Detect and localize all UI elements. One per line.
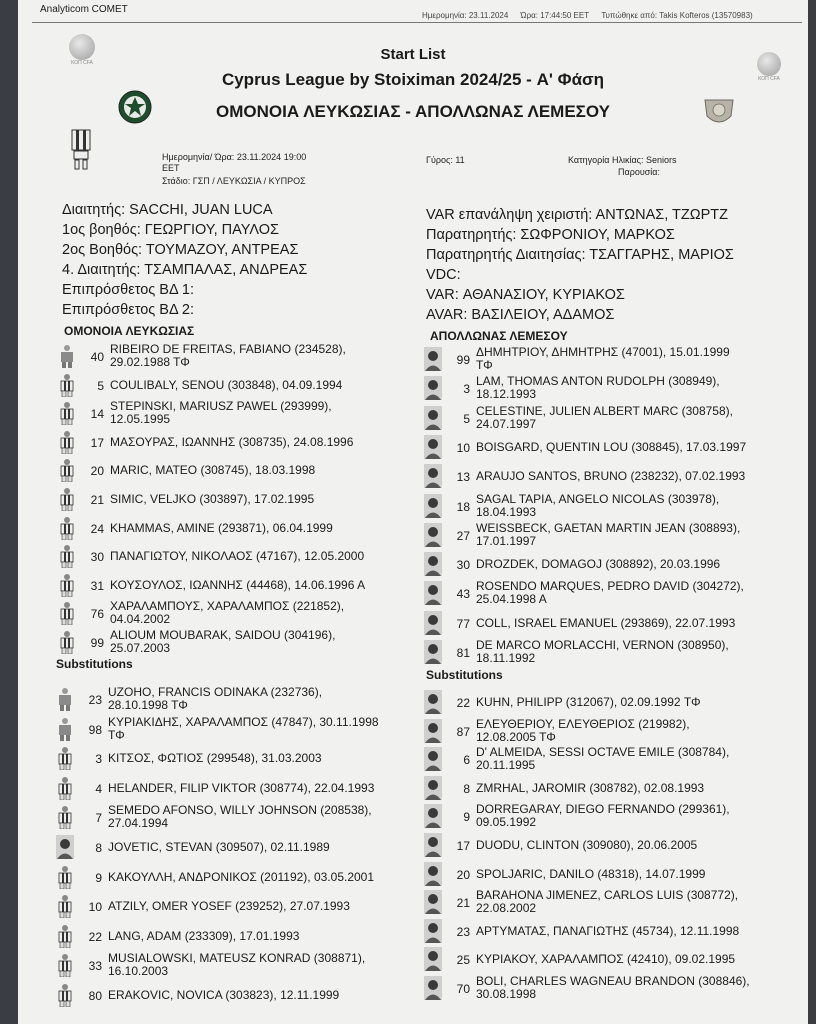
shirt-number: 23: [456, 924, 470, 939]
player-row: [424, 638, 784, 666]
player-row: [56, 744, 416, 772]
player-name-line: D' ALMEIDA, SESSI OCTAVE EMILE (308784),: [476, 745, 730, 760]
player-details: [476, 405, 776, 431]
player-dob-line: 18.12.1993: [476, 387, 537, 402]
player-row: [424, 609, 784, 637]
player-name-line: WEISSBECK, GAETAN MARTIN JEAN (308893),: [476, 520, 741, 535]
shirt-number: 18: [456, 499, 470, 514]
player-row: [424, 688, 784, 716]
player-name-line: SAGAL TAPIA, ANGELO NICOLAS (303978),: [476, 491, 720, 506]
goalkeeper-kit-icon: [56, 717, 74, 741]
player-name-line: MUSIALOWSKI, MATEUSZ KONRAD (308871),: [108, 951, 366, 966]
player-details: [108, 716, 408, 742]
player-details: [108, 686, 408, 712]
player-row: [424, 374, 784, 402]
player-dob-line: 18.11.1992: [476, 651, 536, 665]
player-photo-icon: [424, 640, 442, 664]
player-photo-icon: [424, 976, 442, 1000]
official-observer: Παρατηρητής: ΣΩΦΡΟΝΙΟΥ, ΜΑΡΚΟΣ: [426, 227, 675, 243]
official-vdc: VDC:: [426, 267, 461, 283]
player-name-line: BOISGARD, QUENTIN LOU (308845), 17.03.1997: [476, 439, 747, 454]
player-photo-icon: [424, 581, 442, 605]
player-row: [56, 922, 416, 950]
competition-title: Cyprus League by Stoiximan 2024/25 - Α' Φάση: [221, 70, 605, 89]
player-details: [110, 400, 410, 426]
shirt-number: 99: [90, 636, 104, 650]
officials-left: [62, 200, 307, 320]
striped-kit-icon: [58, 516, 76, 540]
player-row: [58, 571, 418, 599]
shirt-number: 17: [90, 435, 104, 450]
player-details: [110, 464, 410, 477]
player-details: [108, 989, 408, 1002]
player-details: [476, 470, 776, 483]
shirt-number: 3: [95, 752, 102, 767]
age-category: Κατηγορία Ηλικίας: Seniors: [568, 155, 677, 165]
player-row: [56, 833, 416, 861]
striped-kit-icon: [58, 401, 76, 425]
shirt-number: 99: [456, 353, 470, 367]
player-dob-line: 29.02.1988 ΤΦ: [110, 355, 190, 369]
player-name-line: ΠΑΝΑΓΙΩΤΟΥ, ΝΙΚΟΛΑΟΣ (47167), 12.05.2000: [110, 549, 365, 564]
striped-kit-icon: [56, 805, 74, 829]
player-details: [476, 617, 776, 630]
player-details: [476, 696, 776, 709]
player-row: [424, 802, 784, 830]
player-dob-line: 25.04.1998 Α: [476, 592, 547, 607]
player-dob-line: 18.04.1993: [476, 504, 537, 519]
player-name-line: ΔΗΜΗΤΡΙΟΥ, ΔΗΜΗΤΡΗΣ (47001), 15.01.1999: [476, 345, 730, 359]
player-name-line: ZMRHAL, JAROMIR (308782), 02.08.1993: [476, 780, 705, 795]
official-referee-observer: Παρατηρητής Διαιτησίας: ΤΣΑΓΓΑΡΗΣ, ΜΑΡΙΟΣ: [426, 247, 734, 263]
player-row: [424, 345, 784, 373]
player-photo-icon: [424, 611, 442, 635]
player-name-line: ΚΙΤΣΟΣ, ΦΩΤΙΟΣ (299548), 31.03.2003: [108, 751, 322, 766]
player-row: [58, 371, 418, 399]
shirt-number: 21: [90, 493, 104, 507]
player-row: [58, 542, 418, 570]
printed-by: Τυπώθηκε από: Takis Kofteros (13570983): [601, 11, 753, 20]
player-name-line: KHAMMAS, AMINE (293871), 06.04.1999: [110, 520, 333, 535]
player-row: [56, 951, 416, 979]
player-dob-line: 12.08.2005 ΤΦ: [476, 729, 556, 744]
logo-caption-right: ΚΟΠ CFA: [758, 76, 780, 82]
shirt-number: 17: [456, 839, 470, 853]
player-dob-line: 09.05.1992: [476, 815, 537, 830]
match-round: Γύρος: 11: [426, 155, 465, 165]
shirt-number: 30: [456, 558, 470, 573]
shirt-number: 70: [456, 982, 470, 996]
official-referee: Διαιτητής: SACCHI, JUAN LUCA: [62, 202, 273, 218]
player-name-line: ALIOUM MOUBARAK, SAIDOU (304196),: [110, 628, 336, 642]
player-row: [56, 715, 416, 743]
player-details: [476, 522, 776, 548]
player-row: [58, 485, 418, 513]
player-row: [424, 717, 784, 745]
shirt-number: 9: [463, 810, 470, 825]
shirt-number: 98: [88, 722, 102, 737]
player-row: [424, 774, 784, 802]
player-name-line: HELANDER, FILIP VIKTOR (308774), 22.04.1993: [108, 780, 375, 795]
player-name-line: ΧΑΡΑΛΑΜΠΟΥΣ, ΧΑΡΑΛΑΜΠΟΣ (221852),: [110, 599, 345, 614]
logo-caption-left: ΚΟΠ CFA: [71, 60, 93, 66]
striped-kit-icon: [56, 983, 74, 1007]
player-name-line: LAM, THOMAS ANTON RUDOLPH (308949),: [476, 374, 720, 389]
shirt-number: 6: [463, 753, 470, 768]
player-photo-icon: [424, 464, 442, 488]
player-details: [476, 782, 776, 795]
player-dob-line: 27.04.1994: [108, 816, 169, 831]
official-var: VAR: ΑΘΑΝΑΣΙΟΥ, ΚΥΡΙΑΚΟΣ: [426, 287, 625, 303]
striped-kit-icon: [58, 544, 76, 568]
player-dob-line: 30.08.1998: [476, 987, 537, 1001]
shirt-number: 5: [97, 378, 104, 393]
match-timezone: EET: [162, 163, 180, 173]
player-name-line: CELESTINE, JULIEN ALBERT MARC (308758),: [476, 403, 733, 418]
player-details: [108, 930, 408, 943]
player-name-line: ΚΥΡΙΑΚΟΥ, ΧΑΡΑΛΑΜΠΟΣ (42410), 09.02.1995: [476, 952, 736, 967]
player-dob-line: 20.11.1995: [476, 758, 536, 773]
shirt-number: 30: [90, 550, 104, 565]
player-row: [56, 803, 416, 831]
home-substitutions-label: Substitutions: [56, 657, 133, 671]
player-dob-line: 12.05.1995: [110, 412, 171, 427]
shirt-number: 10: [456, 440, 470, 455]
player-row: [424, 945, 784, 973]
player-photo-icon: [424, 862, 442, 886]
player-row: [424, 521, 784, 549]
player-name-line: ROSENDO MARQUES, PEDRO DAVID (304272),: [476, 579, 744, 594]
shirt-number: 25: [456, 953, 470, 968]
shirt-number: 22: [88, 929, 102, 944]
shirt-number: 87: [456, 724, 470, 739]
player-name-line: SPOLJARIC, DANILO (48318), 14.07.1999: [476, 866, 706, 881]
player-name-line: ΑΡΤΥΜΑΤΑΣ, ΠΑΝΑΓΙΩΤΗΣ (45734), 12.11.1998: [476, 923, 740, 938]
player-details: [108, 782, 408, 795]
shirt-number: 9: [95, 870, 102, 885]
goalkeeper-kit-icon: [58, 344, 76, 368]
player-details: [476, 558, 776, 571]
shirt-number: 33: [88, 959, 102, 974]
player-details: [110, 343, 410, 369]
player-photo-icon: [424, 804, 442, 828]
player-details: [476, 889, 776, 915]
player-name-line: RIBEIRO DE FREITAS, FABIANO (234528),: [110, 342, 346, 356]
striped-kit-icon: [58, 630, 76, 654]
player-details: [476, 839, 776, 852]
player-details: [476, 868, 776, 881]
player-name-line: DROZDEK, DOMAGOJ (308892), 20.03.1996: [476, 557, 721, 572]
player-details: [476, 803, 776, 829]
player-name-line: COULIBALY, SENOU (303848), 04.09.1994: [110, 377, 343, 392]
player-name-line: LANG, ADAM (233309), 17.01.1993: [108, 928, 300, 943]
player-name-line: ΚΥΡΙΑΚΙΔΗΣ, ΧΑΡΑΛΑΜΠΟΣ (47847), 30.11.1998: [108, 714, 379, 729]
player-row: [424, 404, 784, 432]
shirt-number: 24: [90, 521, 104, 536]
officials-right: [426, 205, 734, 325]
player-details: [476, 580, 776, 606]
player-dob-line: 28.10.1998 ΤΦ: [108, 698, 188, 712]
shirt-number: 81: [456, 646, 470, 660]
player-row: [424, 433, 784, 461]
goalkeeper-kit-icon: [56, 687, 74, 711]
player-row: [58, 514, 418, 542]
player-photo-icon: [424, 947, 442, 971]
player-details: [110, 436, 410, 449]
doc-title: Start List: [380, 46, 446, 63]
player-details: [110, 600, 410, 626]
shirt-number: 31: [90, 578, 104, 593]
striped-kit-icon: [58, 430, 76, 454]
player-photo-icon: [424, 494, 442, 518]
player-details: [108, 752, 408, 765]
player-name-line: SIMIC, VELJKO (303897), 17.02.1995: [110, 492, 315, 506]
shirt-number: 27: [456, 528, 470, 543]
player-details: [110, 493, 410, 506]
official-avar: AVAR: ΒΑΣΙΛΕΙΟΥ, ΑΔΑΜΟΣ: [426, 307, 615, 323]
player-row: [58, 628, 418, 656]
player-row: [56, 774, 416, 802]
striped-kit-icon: [56, 865, 74, 889]
print-date: Ημερομηνία: 23.11.2024: [422, 11, 509, 20]
player-dob-line: ΤΦ: [476, 358, 493, 372]
match-datetime: Ημερομηνία/ Ώρα: 23.11.2024 19:00: [162, 152, 307, 162]
player-row: [424, 462, 784, 490]
player-name-line: UZOHO, FRANCIS ODINAKA (232736),: [108, 685, 323, 699]
player-name-line: COLL, ISRAEL EMANUEL (293869), 22.07.1993: [476, 615, 736, 630]
official-assistant-2: 2ος Βοηθός: ΤΟΥΜΑΖΟΥ, ΑΝΤΡΕΑΣ: [62, 242, 299, 258]
official-assistant-1: 1ος βοηθός: ΓΕΩΡΓΙΟΥ, ΠΑΥΛΟΣ: [62, 222, 279, 238]
official-additional-1: Επιπρόσθετος ΒΔ 1:: [62, 282, 194, 298]
player-details: [110, 550, 410, 563]
player-row: [56, 981, 416, 1009]
shirt-number: 7: [95, 811, 102, 826]
player-name-line: JOVETIC, STEVAN (309507), 02.11.1989: [108, 840, 330, 854]
shirt-number: 80: [88, 989, 102, 1003]
player-details: [108, 952, 408, 978]
player-photo-icon: [424, 523, 442, 547]
player-row: [56, 892, 416, 920]
home-kit-icon: [68, 128, 94, 170]
player-name-line: SEMEDO AFONSO, WILLY JOHNSON (208538),: [108, 803, 372, 818]
player-name-line: ERAKOVIC, NOVICA (303823), 12.11.1999: [108, 988, 340, 1002]
player-name-line: BARAHONA JIMENEZ, CARLOS LUIS (308772),: [476, 888, 739, 903]
striped-kit-icon: [58, 601, 76, 625]
striped-kit-icon: [58, 373, 76, 397]
away-team-name: ΑΠΟΛΛΩΝΑΣ ΛΕΜΕΣΟΥ: [430, 329, 568, 343]
official-fourth: 4. Διαιτητής: ΤΣΑΜΠΑΛΑΣ, ΑΝΔΡΕΑΣ: [62, 262, 308, 278]
player-photo-icon: [56, 835, 74, 859]
player-photo-icon: [424, 406, 442, 430]
player-details: [108, 841, 408, 854]
player-row: [424, 860, 784, 888]
away-substitutions-label: Substitutions: [426, 668, 503, 682]
player-photo-icon: [424, 552, 442, 576]
player-row: [424, 492, 784, 520]
player-row: [58, 399, 418, 427]
player-dob-line: ΤΦ: [108, 727, 125, 742]
player-row: [424, 917, 784, 945]
official-additional-2: Επιπρόσθετος ΒΔ 2:: [62, 302, 194, 318]
player-row: [58, 428, 418, 456]
player-dob-line: 25.07.2003: [110, 641, 171, 655]
player-row: [58, 456, 418, 484]
striped-kit-icon: [56, 776, 74, 800]
shirt-number: 22: [456, 696, 470, 710]
player-row: [424, 888, 784, 916]
print-meta: [422, 11, 763, 20]
striped-kit-icon: [58, 573, 76, 597]
player-photo-icon: [424, 776, 442, 800]
player-photo-icon: [424, 833, 442, 857]
shirt-number: 8: [95, 841, 102, 855]
player-photo-icon: [424, 919, 442, 943]
player-photo-icon: [424, 690, 442, 714]
player-name-line: ARAUJO SANTOS, BRUNO (238232), 07.02.1993: [476, 469, 746, 484]
match-venue: Στάδιο: ΓΣΠ / ΛΕΥΚΩΣΙΑ / ΚΥΠΡΟΣ: [162, 176, 306, 186]
print-header: [18, 0, 808, 20]
shirt-number: 3: [463, 382, 470, 397]
shirt-number: 20: [90, 464, 104, 479]
player-dob-line: 16.10.2003: [108, 964, 169, 979]
shirt-number: 40: [90, 350, 104, 364]
player-details: [476, 746, 776, 772]
player-details: [476, 718, 776, 744]
striped-kit-icon: [58, 487, 76, 511]
player-name-line: ΕΛΕΥΘΕΡΙΟΥ, ΕΛΕΥΘΕΡΙΟΣ (219982),: [476, 716, 690, 731]
player-row: [424, 579, 784, 607]
print-time: Ώρα: 17:44:50 EET: [520, 11, 590, 20]
player-details: [476, 925, 776, 938]
official-var-replay: VAR επανάληψη χειριστή: ΑΝΤΩΝΑΣ, ΤΖΩΡΤΖ: [426, 207, 728, 223]
player-row: [424, 831, 784, 859]
player-details: [110, 522, 410, 535]
player-dob-line: 17.01.1997: [476, 533, 537, 548]
shirt-number: 21: [456, 896, 470, 911]
player-details: [110, 579, 410, 592]
player-name-line: ΚΑΚΟΥΛΛΗ, ΑΝΔΡΟΝΙΚΟΣ (201192), 03.05.2001: [108, 869, 375, 884]
player-name-line: ATZILY, OMER YOSEF (239252), 27.07.1993: [108, 899, 350, 914]
player-details: [108, 871, 408, 884]
attendance: Παρουσία:: [618, 167, 661, 177]
player-details: [476, 346, 776, 372]
player-row: [58, 599, 418, 627]
striped-kit-icon: [56, 894, 74, 918]
striped-kit-icon: [56, 746, 74, 770]
player-details: [476, 441, 776, 454]
player-details: [108, 804, 408, 830]
player-name-line: DE MARCO MORLACCHI, VERNON (308950),: [476, 638, 729, 652]
player-photo-icon: [424, 435, 442, 459]
player-row: [424, 550, 784, 578]
player-photo-icon: [424, 719, 442, 743]
player-name-line: ΚΟΥΣΟΥΛΟΣ, ΙΩΑΝΝΗΣ (44468), 14.06.1996 Α: [110, 577, 366, 592]
player-row: [58, 342, 418, 370]
player-row: [56, 685, 416, 713]
player-details: [110, 379, 410, 392]
player-photo-icon: [424, 347, 442, 371]
player-details: [110, 629, 410, 655]
player-row: [56, 863, 416, 891]
player-details: [476, 375, 776, 401]
player-details: [476, 639, 776, 665]
player-details: [476, 953, 776, 966]
shirt-number: 13: [456, 470, 470, 485]
player-details: [108, 900, 408, 913]
shirt-number: 76: [90, 607, 104, 622]
shirt-number: 43: [456, 587, 470, 602]
start-list-sheet: [18, 0, 808, 1024]
match-title: ΟΜΟΝΟΙΑ ΛΕΥΚΩΣΙΑΣ - ΑΠΟΛΛΩΝΑΣ ΛΕΜΕΣΟΥ: [216, 102, 610, 121]
player-name-line: KUHN, PHILIPP (312067), 02.09.1992 ΤΦ: [476, 695, 701, 709]
player-photo-icon: [424, 890, 442, 914]
shirt-number: 20: [456, 867, 470, 882]
player-name-line: MARIC, MATEO (308745), 18.03.1998: [110, 463, 316, 478]
app-name: Analyticom COMET: [40, 4, 128, 15]
striped-kit-icon: [56, 953, 74, 977]
player-details: [476, 493, 776, 519]
player-name-line: BOLI, CHARLES WAGNEAU BRANDON (308846),: [476, 974, 750, 988]
shirt-number: 10: [88, 900, 102, 915]
shirt-number: 8: [463, 781, 470, 796]
shirt-number: 23: [88, 693, 102, 707]
shirt-number: 14: [90, 407, 104, 422]
player-row: [424, 745, 784, 773]
home-team-name: ΟΜΟΝΟΙΑ ΛΕΥΚΩΣΙΑΣ: [64, 324, 195, 338]
player-photo-icon: [424, 376, 442, 400]
player-name-line: STEPINSKI, MARIUSZ PAWEL (293999),: [110, 399, 332, 414]
shirt-number: 77: [456, 616, 470, 631]
shirt-number: 5: [463, 411, 470, 426]
player-photo-icon: [424, 747, 442, 771]
header-divider: [32, 22, 802, 23]
striped-kit-icon: [58, 458, 76, 482]
player-dob-line: 04.04.2002: [110, 612, 171, 627]
player-name-line: DUODU, CLINTON (309080), 20.06.2005: [476, 838, 698, 852]
player-name-line: ΜΑΣΟΥΡΑΣ, ΙΩΑΝΝΗΣ (308735), 24.08.1996: [110, 434, 354, 449]
player-dob-line: 24.07.1997: [476, 416, 537, 431]
player-name-line: DORREGARAY, DIEGO FERNANDO (299361),: [476, 802, 730, 817]
player-row: [424, 974, 784, 1002]
player-details: [476, 975, 776, 1001]
striped-kit-icon: [56, 924, 74, 948]
player-dob-line: 22.08.2002: [476, 901, 537, 916]
shirt-number: 4: [95, 781, 102, 796]
